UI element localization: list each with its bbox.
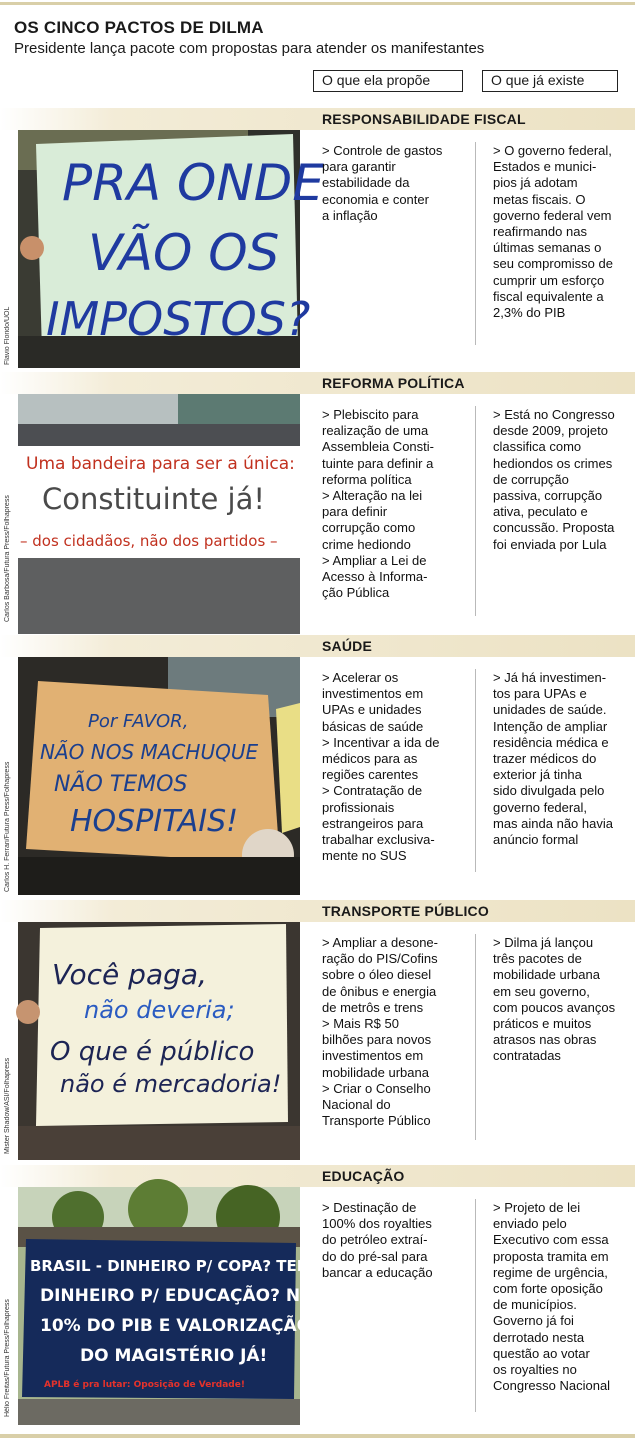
photo-educacao	[18, 1187, 336, 1425]
exists-text-saude: > Já há investimen- tos para UPAs e unidades de saúde. Intenção de ampliar residência médica e trazer médicos do exterior já tinha sido divulgada pelo governo federal, mas ainda não havia anúncio formal	[493, 670, 613, 848]
banner-line: 10% DO PIB E VALORIZAÇÃO	[40, 1316, 312, 1336]
sign-line: Você paga,	[52, 958, 207, 991]
section-band-fiscal	[0, 108, 635, 130]
sign-line: NÃO TEMOS	[54, 772, 188, 797]
proposes-text-politica: > Plebiscito para realização de uma Assembleia Consti- tuinte para definir a reforma política > Alteração na lei para definir corrupção como crime hediondo > Ampliar a Lei de Acesso à Informa- ção Pública	[322, 407, 434, 601]
top-rule	[0, 2, 635, 5]
exists-text-transporte: > Dilma já lançou três pacotes de mobilidade urbana em seu governo, com poucos avanços práticos e muitos atrasos nas obras contratadas	[493, 935, 616, 1064]
column-header-proposes: O que ela propõe	[313, 70, 463, 92]
bottom-rule	[0, 1434, 635, 1438]
banner-line: APLB é pra lutar: Oposição de Verdade!	[44, 1380, 245, 1390]
section-title-saude: SAÚDE	[322, 638, 373, 654]
photo-fiscal	[18, 130, 324, 368]
sign-line: VÃO OS	[88, 224, 280, 282]
section-title-educacao: EDUCAÇÃO	[322, 1168, 405, 1184]
section-title-fiscal: RESPONSABILIDADE FISCAL	[322, 111, 526, 127]
sign-line: não deveria;	[84, 996, 235, 1024]
sign-line: NÃO NOS MACHUQUE	[40, 740, 259, 764]
section-band-educacao	[0, 1165, 635, 1187]
photo-credit-educacao: Hélio Freitas/Futura Press/Folhapress	[4, 1299, 11, 1417]
banner-line: – dos cidadãos, não dos partidos –	[20, 532, 278, 550]
column-divider	[475, 1199, 476, 1412]
photo-credit-fiscal: Flavio Florido/UOL	[4, 306, 11, 365]
banner-line: Uma bandeira para ser a única:	[26, 454, 295, 474]
page-title: OS CINCO PACTOS DE DILMA	[14, 18, 264, 37]
section-band-saude	[0, 635, 635, 657]
section-title-transporte: TRANSPORTE PÚBLICO	[322, 903, 489, 919]
banner-line: DINHEIRO P/ EDUCAÇÃO? NÃO!	[40, 1286, 336, 1306]
photo-credit-transporte: Mister Shadow/ASI/Folhapress	[4, 1057, 11, 1154]
exists-text-fiscal: > O governo federal, Estados e munici- pios já adotam metas fiscais. O governo federal vem reafirmando nas últimas semanas o seu compromisso de cumprir um esforço fiscal equivalente a 2,3% do PIB	[493, 143, 613, 321]
column-divider	[475, 406, 476, 616]
banner-line: BRASIL - DINHEIRO P/ COPA? TEM!	[30, 1257, 319, 1275]
photo-transporte	[18, 922, 300, 1160]
exists-text-politica: > Está no Congresso desde 2009, projeto classifica como hediondos os crimes de corrupção passiva, corrupção ativa, peculato e concussão. Proposta foi enviada por Lula	[493, 407, 615, 552]
section-band-transporte	[0, 900, 635, 922]
banner-line: DO MAGISTÉRIO JÁ!	[80, 1346, 268, 1366]
sign-line: não é mercadoria!	[60, 1070, 282, 1098]
photo-politica	[18, 394, 300, 634]
column-divider	[475, 142, 476, 345]
sign-line: O que é público	[50, 1037, 255, 1067]
column-header-exists: O que já existe	[482, 70, 618, 92]
proposes-text-saude: > Acelerar os investimentos em UPAs e unidades básicas de saúde > Incentivar a ida de médicos para as regiões carentes > Contratação de profissionais estrangeiros para trabalhar exclusiva- mente no SUS	[322, 670, 440, 864]
column-divider	[475, 669, 476, 872]
photo-credit-politica: Carlos Barbosa/Futura Press/Folhapress	[4, 495, 11, 622]
banner-line: Constituinte já!	[42, 482, 265, 516]
column-divider	[475, 934, 476, 1140]
section-band-politica	[0, 372, 635, 394]
page-subtitle: Presidente lança pacote com propostas para atender os manifestantes	[14, 40, 485, 57]
photo-credit-saude: Carlos H. Ferrari/Futura Press/Folhapress	[4, 761, 11, 892]
sign-line: Por FAVOR,	[88, 711, 189, 732]
sign-line: IMPOSTOS?	[46, 292, 311, 346]
sign-line: HOSPITAIS!	[70, 804, 239, 839]
sign-line: PRA ONDE	[62, 154, 324, 212]
proposes-text-educacao: > Destinação de 100% dos royalties do petróleo extraí- do do pré-sal para bancar a educação	[322, 1200, 433, 1280]
exists-text-educacao: > Projeto de lei enviado pelo Executivo com essa proposta tramita em regime de urgência, com forte oposição de municípios. Governo já foi derrotado nesta questão ao votar os royalties no Congresso Nacional	[493, 1200, 611, 1394]
proposes-text-transporte: > Ampliar a desone- ração do PIS/Cofins sobre o óleo diesel de ônibus e energia de metrôs e trens > Mais R$ 50 bilhões para novos investimentos em mobilidade urbana > Criar o Conselho Nacional do Transporte Público	[322, 935, 438, 1129]
photo-saude	[18, 657, 300, 895]
proposes-text-fiscal: > Controle de gastos para garantir estabilidade da economia e conter a inflação	[322, 143, 443, 223]
section-title-politica: REFORMA POLÍTICA	[322, 375, 465, 391]
